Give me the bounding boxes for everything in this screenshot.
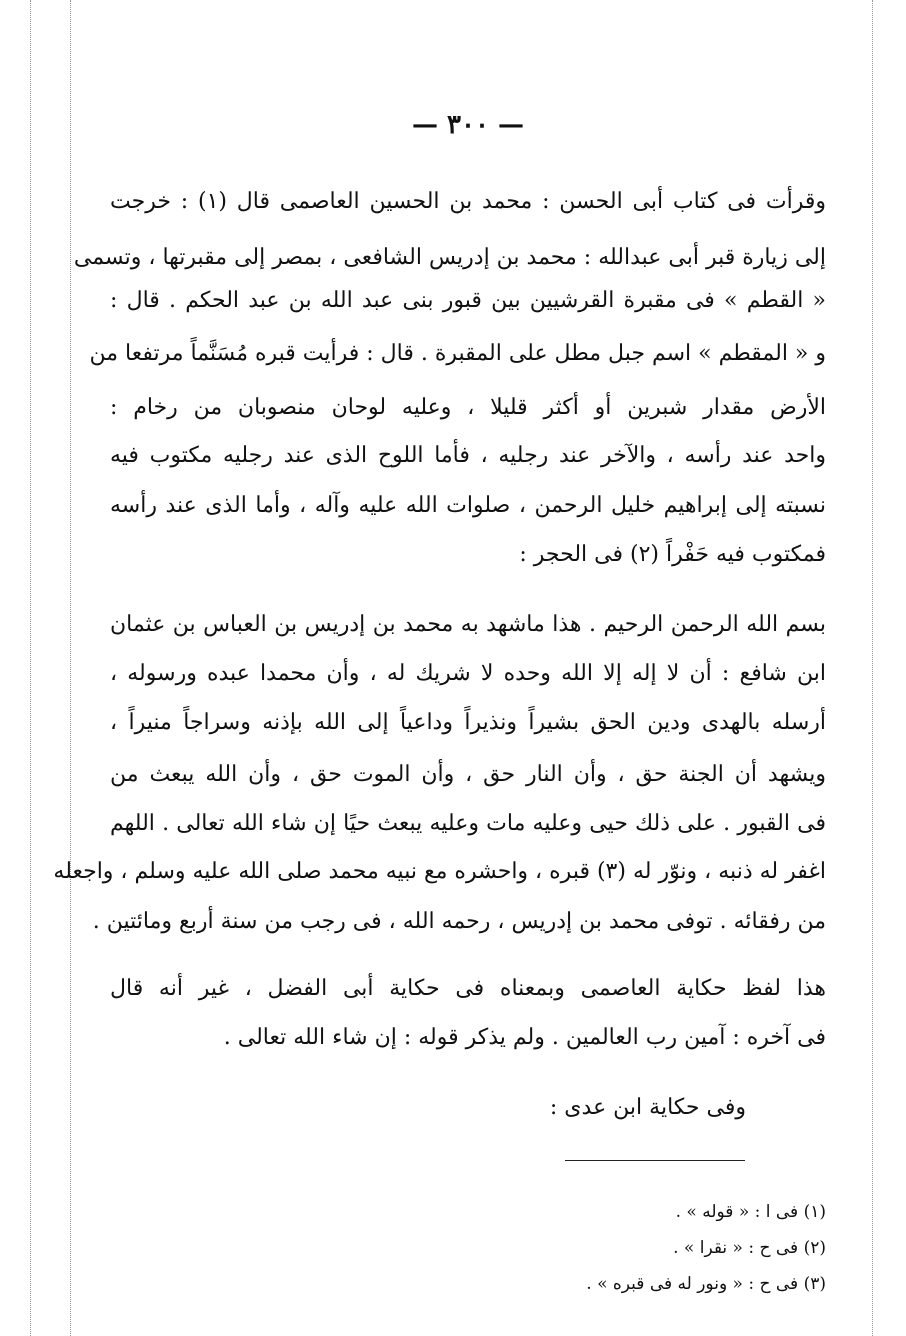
text-line: اغفر له ذنبه ، ونوّر له (٣) قبره ، واحشره مع نبيه محمد صلى الله عليه وسلم ، واجعله: [53, 859, 826, 884]
footnote: (١) فى ا : « قوله » .: [675, 1202, 826, 1222]
text-line: فى آخره : آمين رب العالمين . ولم يذكر قوله : إن شاء الله تعالى .: [223, 1025, 826, 1050]
footnote-divider: [565, 1160, 745, 1161]
text-line: بسم الله الرحمن الرحيم . هذا ماشهد به محمد بن إدريس بن العباس بن عثمان: [110, 612, 826, 637]
text-line: من رفقائه . توفى محمد بن إدريس ، رحمه الله ، فى رجب من سنة أربع ومائتين .: [92, 909, 826, 934]
book-page: [53, 0, 826, 1336]
text-line: نسبته إلى إبراهيم خليل الرحمن ، صلوات الله عليه وآله ، وأما الذى عند رأسه: [110, 493, 826, 518]
text-line: فمكتوب فيه حَفْراً (٢) فى الحجر :: [519, 542, 826, 567]
text-line: واحد عند رأسه ، والآخر عند رجليه ، فأما اللوح الذى عند رجليه مكتوب فيه: [110, 443, 826, 468]
text-line: وفى حكاية ابن عدى :: [549, 1095, 746, 1120]
text-line: « القطم » فى مقبرة القرشيين بين قبور بنى عبد الله بن عبد الحكم . قال :: [110, 288, 826, 313]
page-number: — ٣٠٠ —: [411, 110, 525, 140]
text-line: فى القبور . على ذلك حيى وعليه مات وعليه يبعث حيًا إن شاء الله تعالى . اللهم: [110, 811, 826, 836]
left-margin-dots: [30, 0, 31, 1336]
text-line: إلى زيارة قبر أبى عبدالله : محمد بن إدريس الشافعى ، بمصر إلى مقبرتها ، وتسمى: [73, 245, 826, 270]
text-line: و « المقطم » اسم جبل مطل على المقبرة . قال : فرأيت قبره مُسَنَّماً مرتفعا من: [89, 341, 826, 366]
footnote: (٢) فى ح : « نقرا » .: [673, 1238, 826, 1258]
text-line: ويشهد أن الجنة حق ، وأن النار حق ، وأن الموت حق ، وأن الله يبعث من: [110, 762, 826, 787]
text-line: الأرض مقدار شبرين أو أكثر قليلا ، وعليه لوحان منصوبان من رخام :: [110, 395, 826, 420]
text-line: هذا لفظ حكاية العاصمى وبمعناه فى حكاية أبى الفضل ، غير أنه قال: [110, 976, 826, 1001]
text-line: أرسله بالهدى ودين الحق بشيراً ونذيراً وداعياً إلى الله بإذنه وسراجاً منيراً ،: [110, 710, 826, 735]
text-line: ابن شافع : أن لا إله إلا الله وحده لا شريك له ، وأن محمدا عبده ورسوله ،: [110, 661, 826, 686]
left-margin-dots-inner: [70, 0, 71, 1336]
footnote: (٣) فى ح : « ونور له فى قبره » .: [586, 1274, 826, 1294]
right-margin-dots: [872, 0, 873, 1336]
text-line: وقرأت فى كتاب أبى الحسن : محمد بن الحسين العاصمى قال (١) : خرجت: [110, 189, 826, 214]
